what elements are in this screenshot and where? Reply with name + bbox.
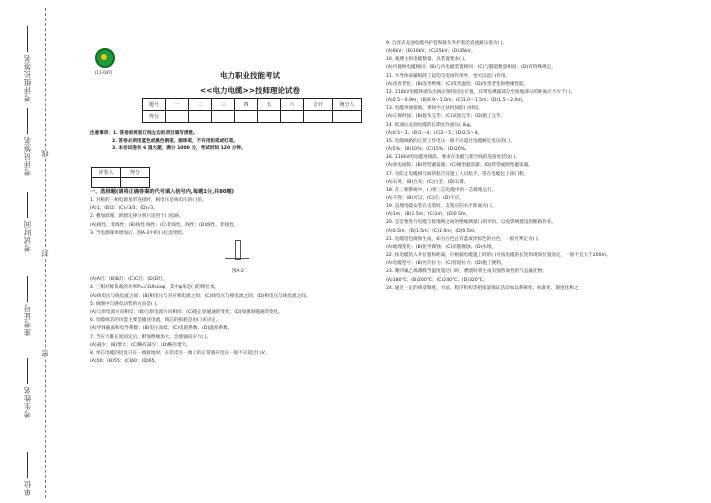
score-cell[interactable] bbox=[189, 111, 212, 123]
binding-margin bbox=[0, 0, 62, 503]
score-header-cell: 统分人 bbox=[333, 99, 362, 111]
score-table-score-row bbox=[143, 111, 362, 123]
score-header-cell: 合计 bbox=[304, 99, 333, 111]
score-cell[interactable] bbox=[166, 111, 189, 123]
question-options: (A)与原电流方向相反；(B)与原电流方向相同；(C)阻止原磁通的变化；(D)加强原磁通的变化。 bbox=[90, 310, 283, 316]
scorer-cell[interactable] bbox=[92, 178, 121, 188]
question-item: 5. 线圈中自感电动势的方向是( )。 bbox=[90, 301, 161, 307]
question-options: (A)内置换电缆相同；(B)与内电缆装置相同；(C)与隧道数量相同；(D)有特殊规定。 bbox=[386, 65, 556, 71]
question-options: (A)不得；(B)可以；(C)应；(D)不应。 bbox=[386, 195, 464, 201]
question-item: 2. 叠加原理、欧姆定律分别只适用于( )电路。 bbox=[90, 214, 184, 220]
question-options: (A)5%；(B)10%；(C)15%；(D)20%。 bbox=[386, 147, 470, 153]
scorer-cell[interactable] bbox=[121, 178, 150, 188]
score-header-cell: 三 bbox=[212, 99, 235, 111]
exam-title-block bbox=[150, 70, 350, 96]
margin-label-ticket-number: 准考证号 bbox=[22, 276, 36, 336]
question-item: 22. 按电缆的入井位置和距离，应根据电缆施工时的( )可按电缆的长度和现场位置而定，一般不宜大于200m。 bbox=[386, 253, 611, 259]
score-header-cell: 一 bbox=[166, 99, 189, 111]
score-row-label: 得分 bbox=[143, 111, 166, 123]
question-item: 14. 低油压充油电缆的长期允许油压( )kg。 bbox=[386, 122, 475, 128]
question-options: (A)石英；(B)白灰；(C)白垩；(D)石膏。 bbox=[386, 179, 469, 185]
margin-label-examiner: 考评员签名 bbox=[22, 108, 36, 176]
question-options: (A)A灯；(B)B灯；(C)C灯；(D)D灯。 bbox=[90, 277, 168, 283]
question-options: (A)50；(B)55；(C)60；(D)65。 bbox=[90, 359, 160, 365]
separator-secret-char: 密 bbox=[40, 350, 52, 357]
question-options: (A)电缆型号；(B)允许拉力；(C)管道拉力；(D)施工便利。 bbox=[386, 261, 506, 267]
question-item: 23. 聚四氟乙烯薄膜当温度超过( )时，燃烧时将生成有强烈毒性的气态氟化物。 bbox=[386, 269, 547, 275]
notice-line: 2. 答卷必须用蓝色或黑色钢笔、圆珠笔，不许用铅笔或红笔。 bbox=[112, 138, 238, 144]
margin-label-candidate-name: 考生姓名 bbox=[22, 358, 36, 418]
question-item: 19. 直埋电缆安装在支架时，支架应的水平距离为( )。 bbox=[386, 204, 497, 210]
notice-line: 注意事项：1. 答卷前将装订线左边的项目填写清楚。 bbox=[90, 131, 198, 136]
logo-code: (11-047) bbox=[95, 70, 113, 75]
margin-label-group-leader: 考评组长签名 bbox=[22, 26, 36, 102]
question-item: 20. 是否要进行电缆与接地网之间的绝缘测量( )的评价，以免影响建设的断路作业。 bbox=[386, 220, 557, 226]
question-item: 18. 在三相系统中，( )将三芯电缆中的一芯接地运行。 bbox=[386, 187, 497, 193]
exam-title: 电力职业技能考试 bbox=[220, 71, 280, 80]
exam-subtitle: <<电力电缆>>技师理论试卷 bbox=[199, 86, 301, 95]
question-options: (A)1m；(B)1.5m；(C)1m；(D)0.5m。 bbox=[386, 212, 471, 218]
section-title: 一、选择题(请将正确答案的代号填入括号内,每题1分,共80题) bbox=[90, 189, 235, 195]
score-cell[interactable] bbox=[333, 111, 362, 123]
question-options: (A)0.5～3；(B)1～4；(C)2～5；(D)2.5～4。 bbox=[386, 130, 483, 136]
question-options: (A)减少；(B)增大；(C)略有减少；(D)略有增大。 bbox=[90, 342, 191, 348]
question-item: 13. 电缆单端接地，事故中止扶时间防( )时间。 bbox=[386, 106, 483, 112]
figure-caption: 图A-2 bbox=[232, 269, 244, 275]
question-item: 11. 半导体屏蔽纸除了起均匀电场作用外，也可以起( )作用。 bbox=[386, 73, 511, 79]
score-header-cell: 四 bbox=[235, 99, 258, 111]
question-options: (A)地理变化；(B)化学腐蚀；(C)杂散腐蚀；(D)水锈。 bbox=[386, 244, 497, 250]
question-list-left bbox=[90, 197, 380, 366]
score-header-cell: 五 bbox=[258, 99, 281, 111]
score-table-header-row bbox=[143, 99, 362, 111]
separator-line-char: 线 bbox=[40, 150, 52, 157]
score-header-cell: 六 bbox=[281, 99, 304, 111]
margin-label-unit: 单位 bbox=[22, 452, 36, 496]
exam-notice bbox=[90, 130, 380, 153]
question-item: 4. 三相对称负载的功率P=√3UIcosφ，其中φ角是( )的相位角。 bbox=[90, 285, 220, 291]
question-item: 6. 电缆线芯的功能主要是输送电流，线芯的损耗是由( )来决定。 bbox=[90, 318, 221, 324]
question-item: 9. 自容式充油电缆外护套和接头外护套的直流耐压值为( )。 bbox=[386, 41, 508, 46]
figure-element bbox=[225, 258, 249, 265]
question-item: 8. 单芯电缆的铅皮只在一端接地时，在铅皮另一端上的正常感应电压一般不应超过( )V。 bbox=[90, 351, 270, 357]
figure-element bbox=[235, 240, 241, 260]
score-table bbox=[142, 98, 362, 123]
question-item: 1. 对称的三相电源星形连接时，相电压是线电压的( )倍。 bbox=[90, 198, 207, 203]
score-cell[interactable] bbox=[212, 111, 235, 123]
notice-line: 3. 本份试卷共 6 道大题，满分 1000 分，考试时间 120 分钟。 bbox=[112, 146, 246, 151]
question-item: 24. 通过一定的规章制度、方法、程序机构等把质量保证活动加以系统化、标准化、制度化称之 bbox=[386, 285, 579, 291]
circuit-figure bbox=[225, 240, 249, 266]
question-options: (A)改善老化；(B)改善绝缘；(C)改善温度；(D)改善老化和绝缘性能。 bbox=[386, 81, 529, 87]
score-cell[interactable] bbox=[258, 111, 281, 123]
question-options: (A)0.5～0.9m；(B)0.9～1.0m；(C)1.0～1.5m；(D)1.5～2.0m。 bbox=[386, 98, 527, 104]
question-item: 10. 观测主构电缆数量、具装置要求( )。 bbox=[386, 57, 469, 63]
question-item: 3. 当电源频率增加后，图A-2中的( )灯泡变暗。 bbox=[90, 230, 187, 236]
scorer-label: 评卷人 bbox=[92, 168, 121, 178]
question-item: 16. 110kV的电缆进线段，要求在电缆与架空线的连接处装设( )。 bbox=[386, 155, 521, 161]
question-options: (A)0.5m；(B)1.5m；(C)1.0m；(D)0.5m。 bbox=[386, 228, 479, 234]
scorer-table bbox=[91, 167, 150, 188]
question-item: 12. 110kV电缆终端头出线应保持固定位置，其带电裸露部分至接地部分的距离应不少于( )。 bbox=[386, 89, 576, 95]
question-item: 7. 当应力锥长度固定后，附加绝缘加大，会使轴向应力( )。 bbox=[90, 334, 212, 340]
question-options: (A)放电间隙；(B)管型避雷器；(C)阀型避雷器；(D)管型或阀型避雷器。 bbox=[386, 163, 533, 169]
question-item: 15. 电缆线路的正常工作电压一般不应超过电缆额定电压的( )。 bbox=[386, 138, 515, 144]
score-header-cell: 题号 bbox=[143, 99, 166, 111]
question-options: (A)导体截面和电导系数；(B)电压高低；(C)电阻系数；(D)温度系数。 bbox=[90, 326, 233, 332]
exam-logo bbox=[95, 48, 125, 75]
logo-emblem-icon bbox=[95, 48, 115, 68]
question-options: (A)180℃；(B)200℃；(C)240℃；(D)320℃。 bbox=[386, 277, 488, 283]
question-item: 17. 为防止电缆相互间的粘合及施工人员粘手，常在电缆包上涂( )粉。 bbox=[386, 171, 529, 177]
question-list-right bbox=[386, 40, 698, 293]
margin-label-exam-time: 考试时间 bbox=[22, 192, 36, 252]
question-options: (A)正规时间；(B)接头完毕；(C)试验完毕；(D)施工完毕。 bbox=[386, 114, 506, 120]
score-cell[interactable] bbox=[281, 111, 304, 123]
question-options: (A)6kV；(B)10kV；(C)25kV；(D)35kV。 bbox=[386, 49, 476, 55]
question-options: (A)线电压与线电流之间；(B)相电压与对应相电流之间；(C)线电压与相电流之间；(D)相电压与线电流之间。 bbox=[90, 293, 311, 299]
question-item: 21. 电缆铅包腐蚀生成，如为白色且有蓝或淡棕色的白色，一般可判定为( )。 bbox=[386, 236, 543, 242]
score-header-cell: 二 bbox=[189, 99, 212, 111]
separator-seal-char: 封 bbox=[40, 250, 52, 257]
score-cell[interactable] bbox=[304, 111, 333, 123]
scorer-label: 得分 bbox=[121, 168, 150, 178]
score-cell[interactable] bbox=[235, 111, 258, 123]
question-options: (A)1；(B)2；(C)√3/3；(D)√3。 bbox=[90, 206, 158, 212]
question-options: (A)线性、非线性；(B)线性 线性；(C)非线性、线性；(D)线性、非线性。 bbox=[90, 222, 239, 228]
